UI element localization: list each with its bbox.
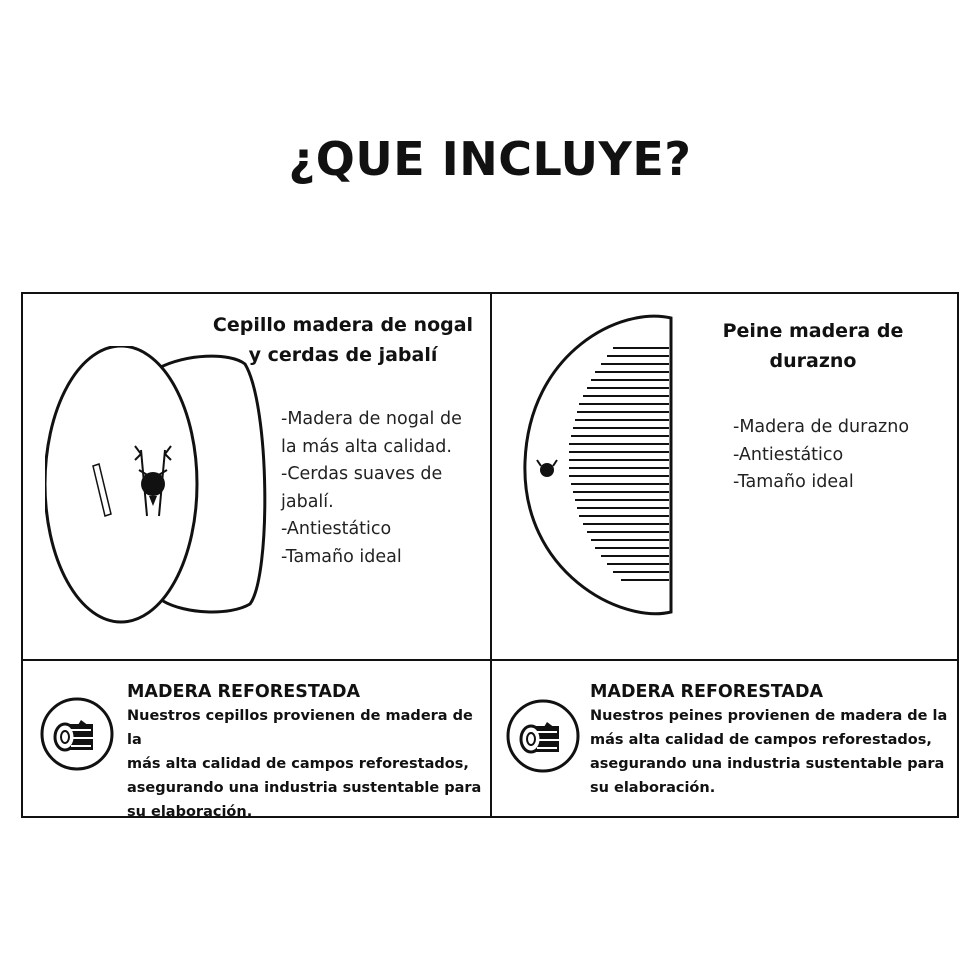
reforest-right-line2: más alta calidad de campos reforestados,: [590, 732, 932, 748]
reforest-left-line2: más alta calidad de campos reforestados,: [127, 756, 469, 772]
brush-title-line1: Cepillo madera de nogal: [212, 314, 474, 336]
reforest-left-title: MADERA REFORESTADA: [127, 682, 361, 702]
log-icon: [505, 698, 581, 774]
product-grid: [21, 292, 959, 818]
comb-illustration: [521, 312, 691, 622]
page-title: ¿QUE INCLUYE?: [288, 132, 692, 186]
comb-features: -Madera de durazno -Antiestático -Tamaño ideal: [733, 417, 910, 492]
brush-illustration: [45, 346, 275, 626]
comb-title-line1: Peine madera de: [722, 320, 904, 342]
reforest-right-line3: asegurando una industria sustentable para: [590, 756, 945, 772]
reforest-right-title: MADERA REFORESTADA: [590, 682, 824, 702]
brush-title-line2: y cerdas de jabalí: [248, 344, 438, 366]
reforest-right-line1: Nuestros peines provienen de madera de la: [590, 708, 948, 724]
reforest-right-line4: su elaboración.: [590, 780, 716, 796]
comb-title-line2: durazno: [769, 350, 857, 372]
reforest-left-line3: asegurando una industria sustentable para: [127, 780, 482, 796]
reforest-left-line1: Nuestros cepillos provienen de madera de la: [127, 708, 473, 748]
log-icon: [39, 696, 115, 772]
brush-features: -Madera de nogal de la más alta calidad. -Cerdas suaves de jabalí. -Antiestático -Tamaño ideal: [281, 409, 462, 567]
row-divider: [23, 659, 957, 661]
reforest-left-line4: su elaboración.: [127, 804, 253, 820]
